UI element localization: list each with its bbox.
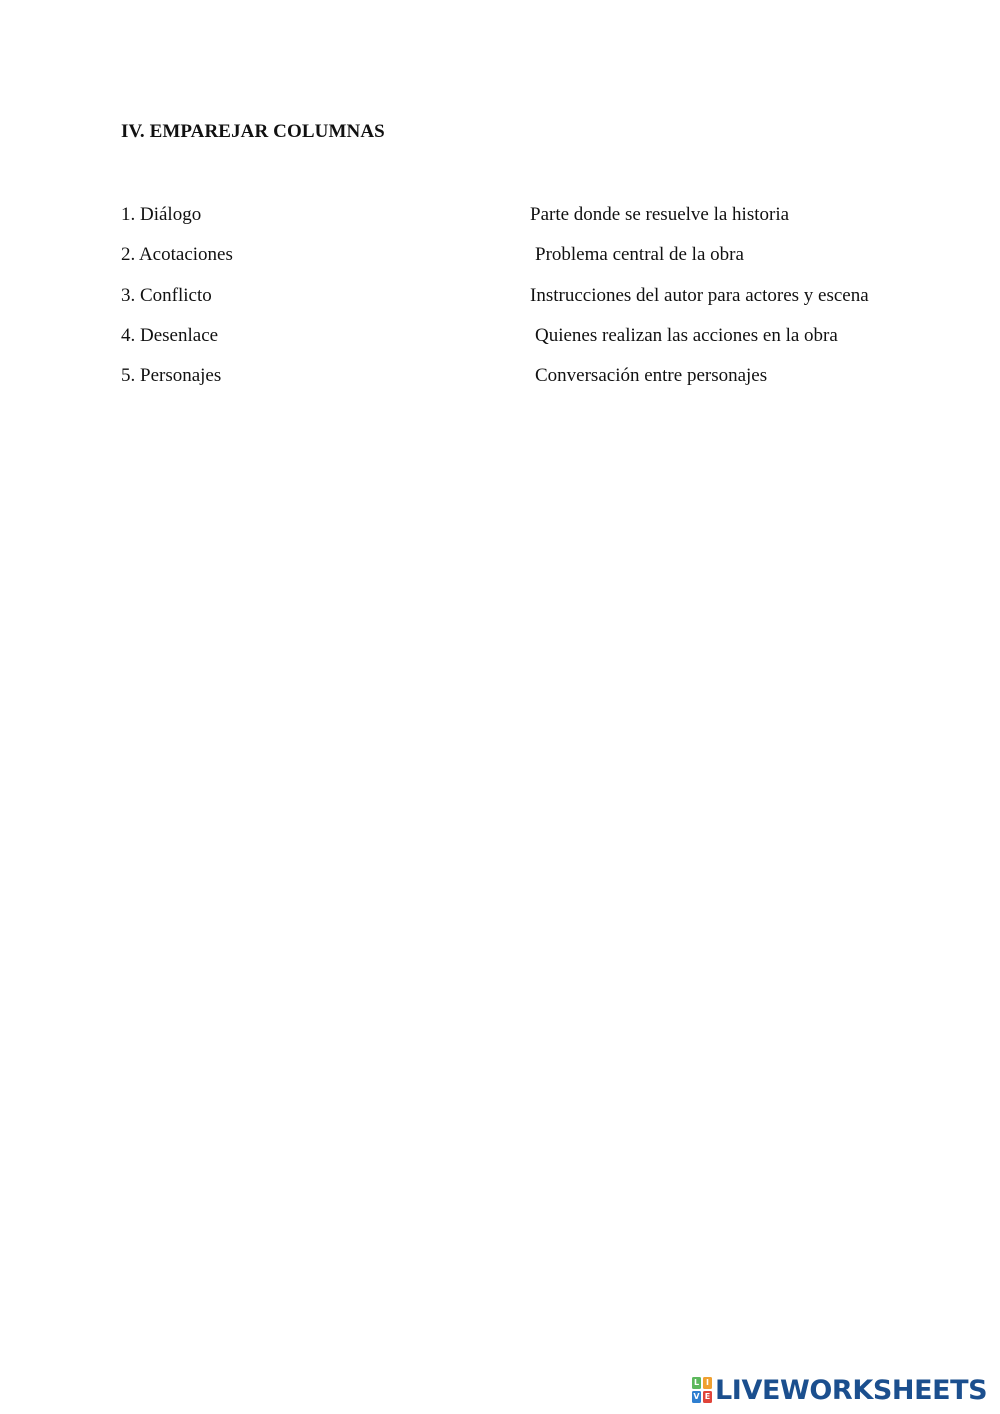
- right-column: [530, 201, 875, 402]
- match-option[interactable]: Conversación entre personajes: [535, 365, 768, 387]
- list-item: 4. Desenlace: [121, 324, 219, 346]
- match-option[interactable]: Quienes realizan las acciones en la obra: [535, 324, 838, 346]
- list-item: 1. Diálogo: [121, 204, 202, 225]
- list-item: 2. Acotaciones: [121, 244, 233, 266]
- logo-mark-letter: E: [704, 1392, 711, 1401]
- logo-text: LIVEWORKSHEETS: [715, 1374, 988, 1406]
- logo-mark-letter: V: [693, 1392, 700, 1401]
- match-option[interactable]: Parte donde se resuelve la historia: [530, 204, 790, 225]
- list-item: 3. Conflicto: [121, 284, 212, 306]
- match-option[interactable]: Problema central de la obra: [535, 244, 744, 266]
- logo-mark-letter: I: [703, 1377, 712, 1389]
- liveworksheets-logo: [692, 1374, 987, 1406]
- left-column: [121, 201, 481, 402]
- list-item: 5. Personajes: [121, 365, 222, 387]
- match-option[interactable]: Instrucciones del autor para actores y escena: [530, 284, 869, 306]
- logo-mark-letter: L: [693, 1378, 700, 1387]
- logo-mark-icon: [692, 1377, 712, 1403]
- page-title: IV. EMPAREJAR COLUMNAS: [121, 121, 385, 142]
